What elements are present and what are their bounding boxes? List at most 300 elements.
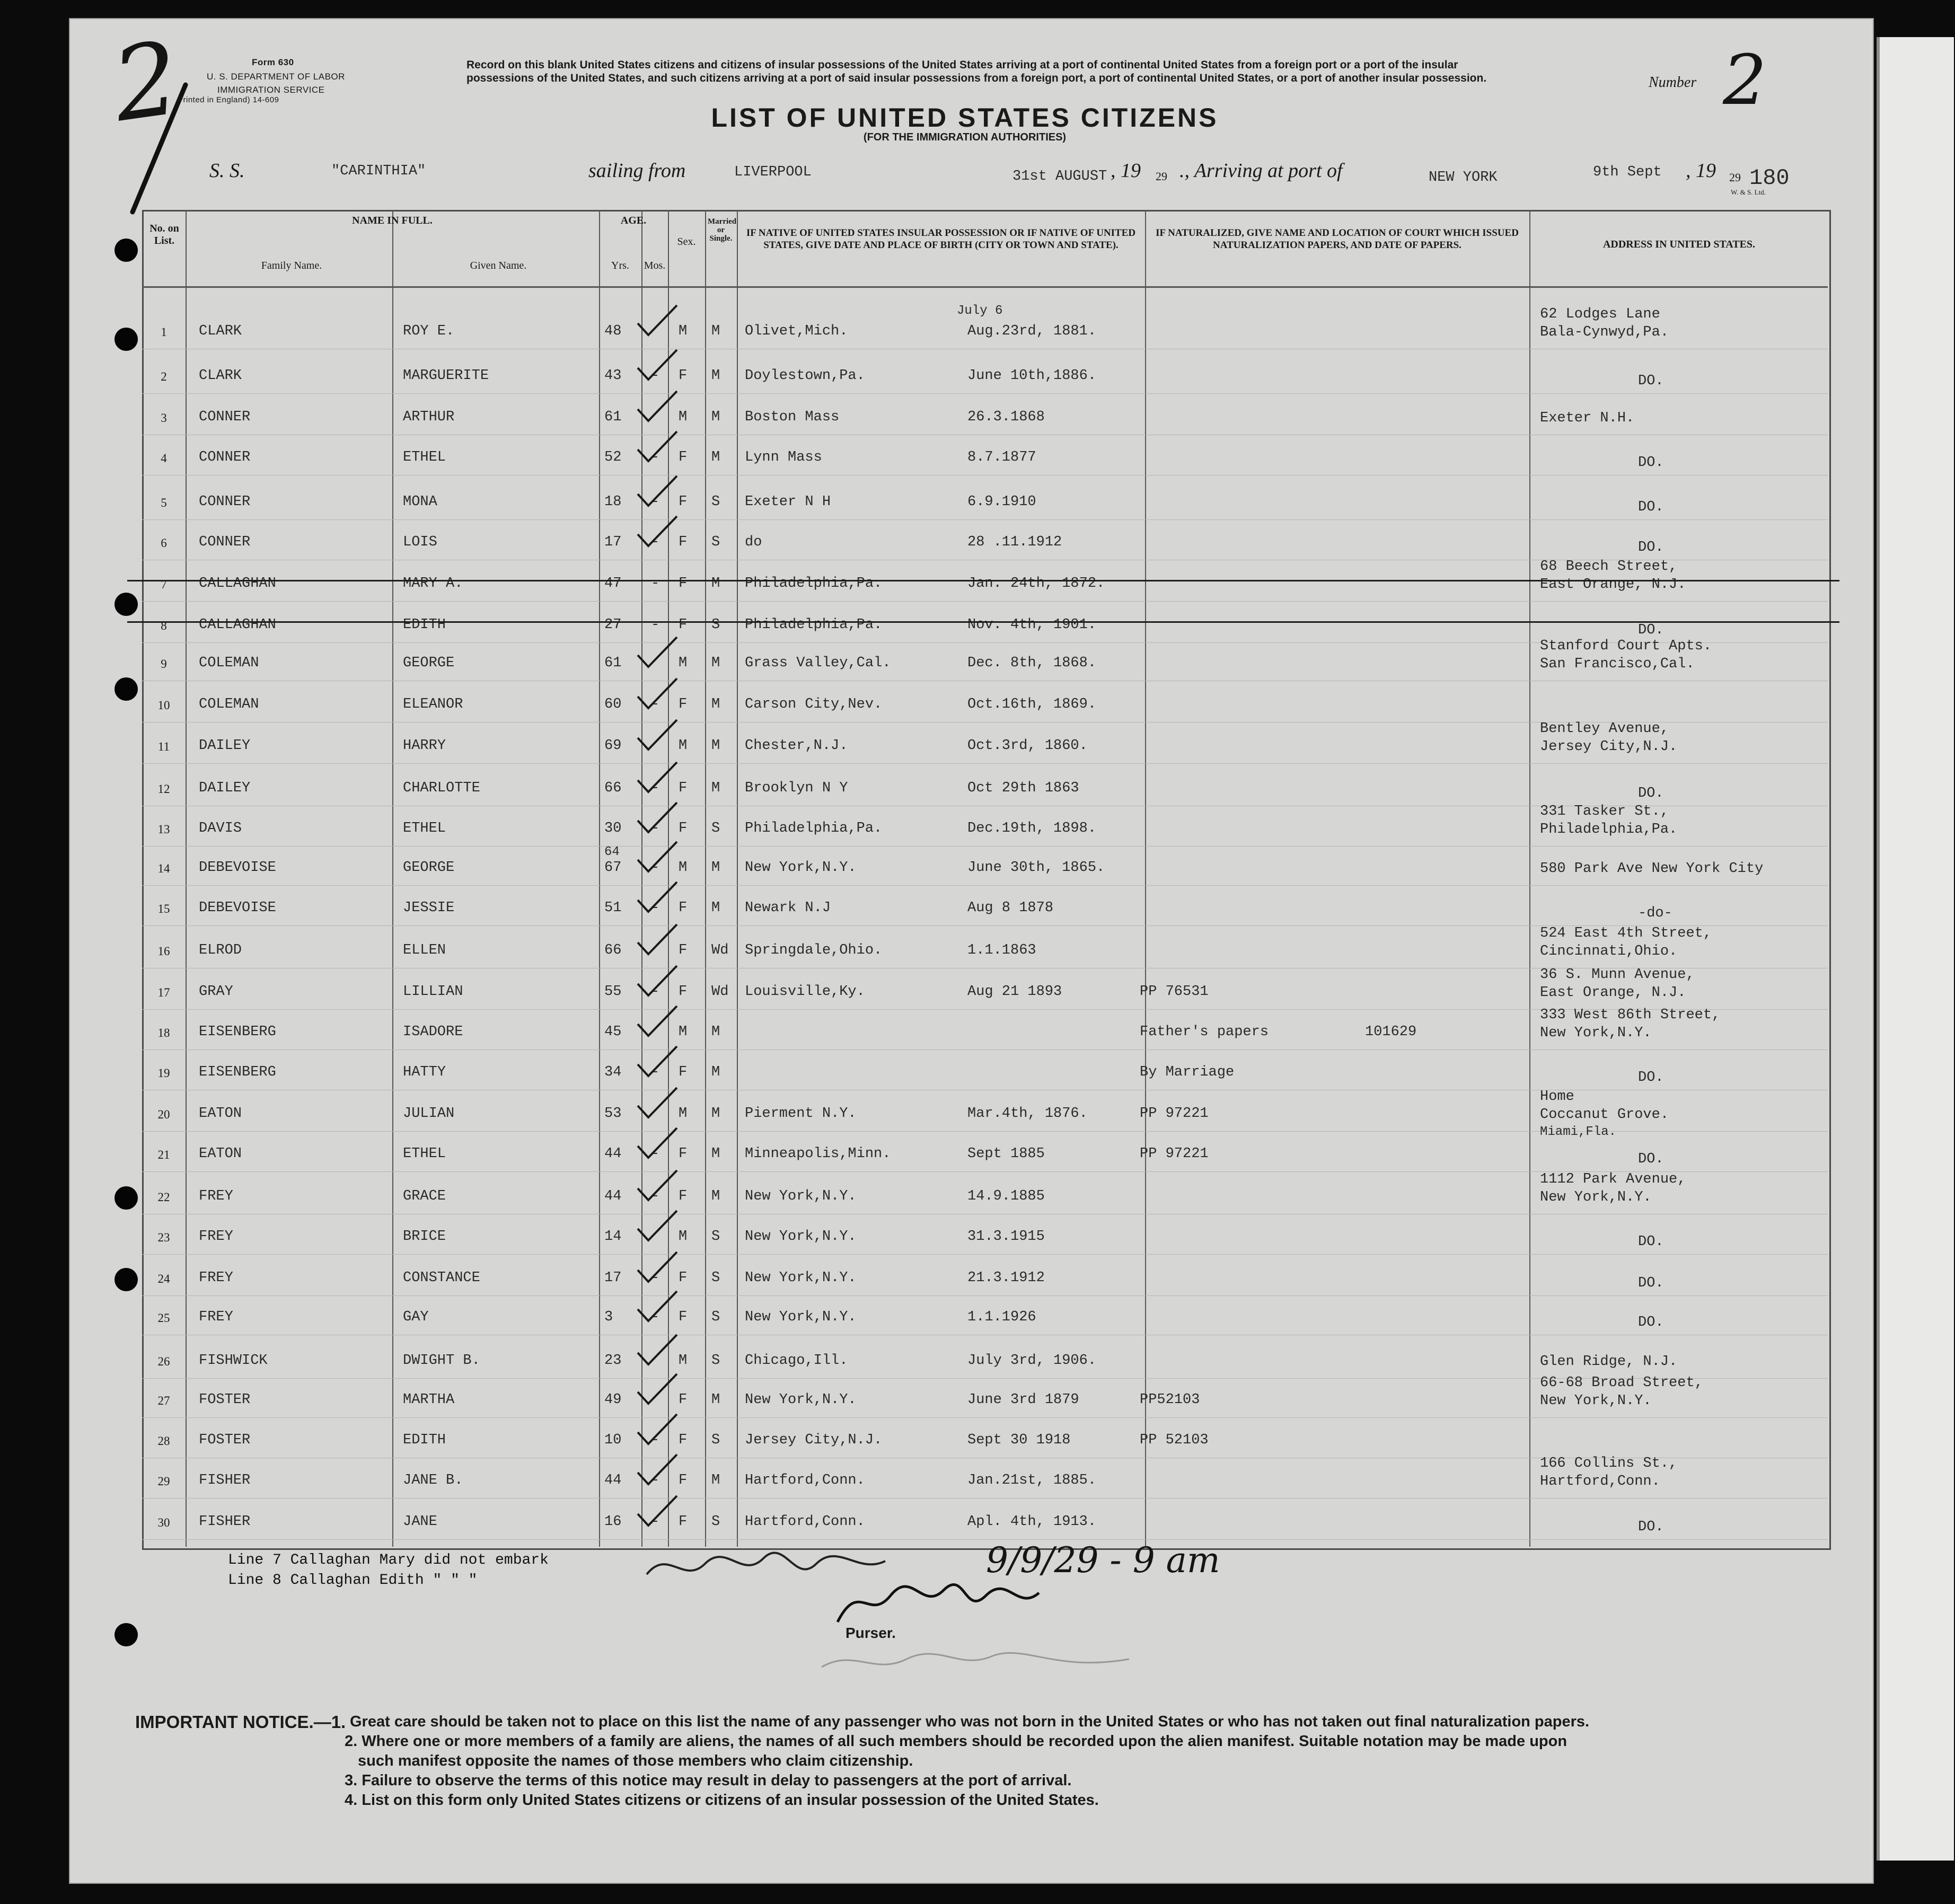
row-1-address-line1: 62 Lodges Lane	[1540, 306, 1660, 322]
row-28-nat: PP 52103	[1140, 1432, 1209, 1448]
row-13-mos: -	[651, 821, 660, 836]
binding-hole	[115, 677, 138, 701]
row-8-ms: S	[711, 617, 720, 633]
row-20-given: JULIAN	[403, 1106, 455, 1122]
sailing-date: 31st AUGUST	[1012, 169, 1107, 184]
row-1-note: July 6	[957, 304, 1003, 318]
row-19-no: 19	[157, 1066, 170, 1080]
row-24-place: New York,N.Y.	[745, 1270, 857, 1286]
notice-label: IMPORTANT NOTICE.—1.	[135, 1712, 346, 1732]
row-6-place: do	[745, 534, 762, 550]
row-25-given: GAY	[403, 1309, 429, 1325]
row-13-place: Philadelphia,Pa.	[745, 821, 883, 836]
row-17-age: 55	[604, 984, 622, 1000]
row-4-no: 4	[161, 452, 167, 465]
row-21-no: 21	[157, 1148, 170, 1161]
binding-hole	[115, 1186, 138, 1210]
row-13-ms: S	[711, 821, 720, 836]
sailing-label: sailing from	[588, 160, 686, 182]
sailing-from: LIVERPOOL	[734, 164, 812, 180]
row-28-age: 10	[604, 1432, 622, 1448]
row-1-no: 1	[161, 325, 167, 339]
row-3-place: Boston Mass	[745, 409, 840, 425]
row-10-mos: -	[651, 697, 660, 712]
row-17-given: LILLIAN	[403, 984, 463, 1000]
row-13-no: 13	[157, 823, 170, 836]
row-11-date: Oct.3rd, 1860.	[967, 738, 1088, 754]
row-3-age: 61	[604, 409, 622, 425]
row-27-ms: M	[711, 1392, 720, 1408]
arrival-year-suffix: 29	[1729, 171, 1741, 184]
row-25-place: New York,N.Y.	[745, 1309, 857, 1325]
row-30-sex: F	[679, 1514, 688, 1530]
row-10-family: COLEMAN	[199, 697, 259, 712]
check-mark	[633, 347, 681, 384]
row-25-family: FREY	[199, 1309, 233, 1325]
page-number: 180	[1749, 165, 1790, 191]
row-29-sex: F	[679, 1473, 688, 1488]
row-29-address-line1: 166 Collins St.,	[1540, 1456, 1678, 1471]
row-26-ms: S	[711, 1353, 720, 1369]
row-28-date: Sept 30 1918	[967, 1432, 1071, 1448]
corner-mark: 2	[106, 19, 186, 145]
row-1-age: 48	[604, 323, 622, 339]
row-18-age: 45	[604, 1024, 622, 1040]
arrival-port: NEW YORK	[1429, 170, 1498, 186]
year-prefix: , 19	[1111, 160, 1141, 182]
row-9-address-line2: San Francisco,Cal.	[1540, 656, 1695, 672]
row-13-sex: F	[679, 821, 688, 836]
row-7-given: MARY A.	[403, 576, 463, 592]
row-20-age: 53	[604, 1106, 622, 1122]
row-11-given: HARRY	[403, 738, 446, 754]
purser-signature	[827, 1574, 1050, 1633]
check-mark	[633, 921, 681, 958]
row-21-ms: M	[711, 1146, 720, 1162]
row-9-family: COLEMAN	[199, 655, 259, 671]
col-married: Married or Single.	[708, 217, 737, 243]
row-16-address-line2: Cincinnati,Ohio.	[1540, 944, 1678, 959]
row-4-age: 52	[604, 449, 622, 465]
row-25-address-line2: DO.	[1638, 1315, 1664, 1330]
row-13-address-line1: 331 Tasker St.,	[1540, 804, 1669, 819]
ss-label: S. S.	[209, 160, 245, 182]
row-13-given: ETHEL	[403, 821, 446, 836]
row-16-no: 16	[157, 945, 170, 958]
row-20-note: Miami,Fla.	[1540, 1125, 1617, 1139]
row-26-age: 23	[604, 1353, 622, 1369]
row-1-ms: M	[711, 323, 720, 339]
row-27-address-line2: New York,N.Y.	[1540, 1393, 1652, 1409]
row-15-ms: M	[711, 900, 720, 916]
row-9-date: Dec. 8th, 1868.	[967, 655, 1097, 671]
row-2-age: 43	[604, 368, 622, 384]
row-12-sex: F	[679, 780, 688, 796]
row-30-no: 30	[157, 1516, 170, 1529]
row-25-age: 3	[604, 1309, 613, 1325]
row-28-family: FOSTER	[199, 1432, 251, 1448]
arrival-year-prefix: , 19	[1686, 160, 1716, 182]
row-16-address-line1: 524 East 4th Street,	[1540, 925, 1712, 941]
row-10-sex: F	[679, 697, 688, 712]
row-19-family: EISENBERG	[199, 1064, 276, 1080]
row-11-age: 69	[604, 738, 622, 754]
row-10-place: Carson City,Nev.	[745, 697, 883, 712]
strike-row-7	[127, 580, 1839, 581]
printer-mark: W. & S. Ltd.	[1731, 188, 1766, 196]
check-mark	[633, 473, 681, 510]
row-2-ms: M	[711, 368, 720, 384]
row-4-date: 8.7.1877	[967, 449, 1036, 465]
row-3-family: CONNER	[199, 409, 251, 425]
row-23-date: 31.3.1915	[967, 1229, 1045, 1245]
row-7-age: 47	[604, 576, 622, 592]
row-8-sex: F	[679, 617, 688, 633]
row-21-family: EATON	[199, 1146, 242, 1162]
row-12-mos: -	[651, 780, 660, 796]
row-27-sex: F	[679, 1392, 688, 1408]
check-mark	[633, 1043, 681, 1080]
row-6-date: 28 .11.1912	[967, 534, 1062, 550]
row-19-ms: M	[711, 1064, 720, 1080]
row-26-address-line2: Glen Ridge, N.J.	[1540, 1354, 1678, 1370]
row-19-mos: -	[651, 1064, 660, 1080]
notice-item-2: 2. Where one or more members of a family are aliens, the names of all such members should be recorded upon the alien manifest. Suitable notation may be made upon	[345, 1733, 1567, 1750]
row-8-place: Philadelphia,Pa.	[745, 617, 883, 633]
row-2-given: MARGUERITE	[403, 368, 489, 384]
row-23-address-line2: DO.	[1638, 1234, 1664, 1250]
row-15-no: 15	[157, 902, 170, 915]
row-11-address-line2: Jersey City,N.J.	[1540, 739, 1678, 755]
row-14-family: DEBEVOISE	[199, 860, 276, 876]
row-24-age: 17	[604, 1270, 622, 1286]
row-5-ms: S	[711, 494, 720, 510]
row-6-given: LOIS	[403, 534, 437, 550]
arrival-date: 9th Sept	[1593, 164, 1662, 180]
year-suffix: 29	[1156, 170, 1167, 183]
row-24-date: 21.3.1912	[967, 1270, 1045, 1286]
check-mark	[633, 759, 681, 796]
row-11-ms: M	[711, 738, 720, 754]
row-20-ms: M	[711, 1106, 720, 1122]
row-20-sex: M	[679, 1106, 688, 1122]
row-16-ms: Wd	[711, 942, 729, 958]
row-6-no: 6	[161, 536, 167, 550]
check-mark	[633, 513, 681, 550]
note-line8: Line 8 Callaghan Edith " " "	[228, 1572, 478, 1589]
arriving-label: ., Arriving at port of	[1179, 160, 1343, 182]
row-5-address-line2: DO.	[1638, 499, 1664, 515]
row-12-no: 12	[157, 782, 170, 796]
row-4-sex: F	[679, 449, 688, 465]
row-9-no: 9	[161, 657, 167, 671]
row-16-sex: F	[679, 942, 688, 958]
row-14-note: 64	[604, 845, 620, 859]
col-mos: Mos.	[644, 260, 666, 271]
row-15-address-line2: -do-	[1638, 905, 1672, 921]
row-18-address-line2: New York,N.Y.	[1540, 1025, 1652, 1041]
row-17-no: 17	[157, 986, 170, 999]
col-family: Family Name.	[261, 260, 322, 271]
row-15-place: Newark N.J	[745, 900, 831, 916]
row-22-mos: -	[651, 1188, 660, 1204]
check-mark	[633, 1085, 681, 1122]
row-15-mos: -	[651, 900, 660, 916]
row-25-mos: -	[651, 1309, 660, 1325]
faint-signature	[811, 1638, 1140, 1680]
row-29-no: 29	[157, 1475, 170, 1488]
row-5-date: 6.9.1910	[967, 494, 1036, 510]
row-21-nat: PP 97221	[1140, 1146, 1209, 1162]
row-5-sex: F	[679, 494, 688, 510]
row-4-family: CONNER	[199, 449, 251, 465]
row-8-age: 27	[604, 617, 622, 633]
row-1-family: CLARK	[199, 323, 242, 339]
form-printed: Printed in England) 14-609	[178, 95, 279, 104]
check-mark	[633, 1451, 681, 1488]
row-28-sex: F	[679, 1432, 688, 1448]
row-30-family: FISHER	[199, 1514, 251, 1530]
row-19-address-line2: DO.	[1638, 1070, 1664, 1086]
row-15-given: JESSIE	[403, 900, 455, 916]
row-11-place: Chester,N.J.	[745, 738, 848, 754]
check-mark	[633, 388, 681, 425]
row-30-date: Apl. 4th, 1913.	[967, 1514, 1097, 1530]
row-5-family: CONNER	[199, 494, 251, 510]
row-10-age: 60	[604, 697, 622, 712]
row-28-given: EDITH	[403, 1432, 446, 1448]
row-14-age: 67	[604, 860, 622, 876]
row-2-address-line2: DO.	[1638, 373, 1664, 389]
ship-name: "CARINTHIA"	[331, 163, 426, 179]
row-3-no: 3	[161, 411, 167, 425]
check-mark	[633, 1167, 681, 1204]
row-29-date: Jan.21st, 1885.	[967, 1473, 1097, 1488]
row-12-family: DAILEY	[199, 780, 251, 796]
row-25-no: 25	[157, 1311, 170, 1325]
row-7-no: 7	[161, 578, 167, 591]
row-21-place: Minneapolis,Minn.	[745, 1146, 891, 1162]
row-14-no: 14	[157, 862, 170, 875]
row-4-address-line2: DO.	[1638, 455, 1664, 471]
row-9-ms: M	[711, 655, 720, 671]
number-label: Number	[1649, 74, 1697, 91]
row-10-no: 10	[157, 699, 170, 712]
form-dept: U. S. DEPARTMENT OF LABOR	[207, 72, 345, 82]
row-5-given: MONA	[403, 494, 437, 510]
row-15-age: 51	[604, 900, 622, 916]
row-4-given: ETHEL	[403, 449, 446, 465]
row-24-address-line2: DO.	[1638, 1275, 1664, 1291]
check-mark	[633, 1288, 681, 1325]
col-naturalized: IF NATURALIZED, GIVE NAME AND LOCATION OF COURT WHICH ISSUED NATURALIZATION PAPERS, AND DATE OF PAPERS.	[1156, 227, 1519, 251]
row-23-given: BRICE	[403, 1229, 446, 1245]
row-20-no: 20	[157, 1108, 170, 1121]
row-28-place: Jersey City,N.J.	[745, 1432, 883, 1448]
row-17-date: Aug 21 1893	[967, 984, 1062, 1000]
row-4-place: Lynn Mass	[745, 449, 822, 465]
row-13-address-line2: Philadelphia,Pa.	[1540, 822, 1678, 838]
row-1-date: Aug.23rd, 1881.	[967, 323, 1097, 339]
row-11-address-line1: Bentley Avenue,	[1540, 721, 1669, 737]
row-20-family: EATON	[199, 1106, 242, 1122]
col-no: No. on List.	[149, 223, 179, 246]
row-18-family: EISENBERG	[199, 1024, 276, 1040]
row-28-mos: -	[651, 1432, 660, 1448]
check-mark	[633, 1207, 681, 1245]
check-mark	[633, 302, 681, 339]
row-7-ms: M	[711, 576, 720, 592]
row-16-place: Springdale,Ohio.	[745, 942, 883, 958]
row-8-family: CALLAGHAN	[199, 617, 276, 633]
row-13-family: DAVIS	[199, 821, 242, 836]
check-mark	[633, 963, 681, 1000]
row-6-family: CONNER	[199, 534, 251, 550]
row-24-ms: S	[711, 1270, 720, 1286]
row-18-nat2: 101629	[1365, 1024, 1417, 1040]
row-27-date: June 3rd 1879	[967, 1392, 1079, 1408]
row-6-age: 17	[604, 534, 622, 550]
row-1-sex: M	[679, 323, 688, 339]
row-6-sex: F	[679, 534, 688, 550]
check-mark	[633, 1332, 681, 1369]
row-29-family: FISHER	[199, 1473, 251, 1488]
form-service: IMMIGRATION SERVICE	[217, 85, 325, 95]
row-9-given: GEORGE	[403, 655, 455, 671]
row-26-date: July 3rd, 1906.	[967, 1353, 1097, 1369]
row-19-nat: By Marriage	[1140, 1064, 1235, 1080]
row-1-place: Olivet,Mich.	[745, 323, 848, 339]
row-30-age: 16	[604, 1514, 622, 1530]
check-mark	[633, 675, 681, 712]
row-22-age: 44	[604, 1188, 622, 1204]
row-7-address-line2: East Orange, N.J.	[1540, 577, 1686, 593]
row-14-ms: M	[711, 860, 720, 876]
row-17-ms: Wd	[711, 984, 729, 1000]
row-29-given: JANE B.	[403, 1473, 463, 1488]
row-25-date: 1.1.1926	[967, 1309, 1036, 1325]
row-20-date: Mar.4th, 1876.	[967, 1106, 1088, 1122]
row-8-mos: -	[651, 617, 660, 633]
row-18-address-line1: 333 West 86th Street,	[1540, 1007, 1721, 1023]
col-yrs: Yrs.	[611, 260, 629, 271]
page-title: LIST OF UNITED STATES CITIZENS	[711, 103, 1219, 133]
row-23-ms: S	[711, 1229, 720, 1245]
row-18-given: ISADORE	[403, 1024, 463, 1040]
row-2-mos: -	[651, 368, 660, 384]
row-24-no: 24	[157, 1272, 170, 1285]
row-23-no: 23	[157, 1231, 170, 1244]
row-22-address-line1: 1112 Park Avenue,	[1540, 1171, 1686, 1187]
row-1-given: ROY E.	[403, 323, 455, 339]
binding-hole	[115, 1623, 138, 1646]
row-19-given: HATTY	[403, 1064, 446, 1080]
row-15-sex: F	[679, 900, 688, 916]
row-14-given: GEORGE	[403, 860, 455, 876]
col-birth: IF NATIVE OF UNITED STATES INSULAR POSSESSION OR IF NATIVE OF UNITED STATES, GIVE DATE AND PLACE OF BIRTH (CITY OR TOWN AND STATE).	[746, 227, 1136, 251]
check-mark	[633, 1249, 681, 1286]
row-9-address-line1: Stanford Court Apts.	[1540, 638, 1712, 654]
row-22-no: 22	[157, 1191, 170, 1204]
check-mark	[633, 634, 681, 671]
row-23-place: New York,N.Y.	[745, 1229, 857, 1245]
row-29-place: Hartford,Conn.	[745, 1473, 865, 1488]
row-19-age: 34	[604, 1064, 622, 1080]
row-3-ms: M	[711, 409, 720, 425]
row-18-no: 18	[157, 1026, 170, 1039]
row-17-sex: F	[679, 984, 688, 1000]
form-number: Form 630	[252, 57, 294, 67]
handwritten-date: 9/9/29 - 9 am	[986, 1540, 1220, 1581]
row-7-family: CALLAGHAN	[199, 576, 276, 592]
row-5-place: Exeter N H	[745, 494, 831, 510]
row-2-family: CLARK	[199, 368, 242, 384]
row-29-mos: -	[651, 1473, 660, 1488]
row-3-sex: M	[679, 409, 688, 425]
row-16-family: ELROD	[199, 942, 242, 958]
row-14-mos: -	[651, 860, 660, 876]
row-11-no: 11	[157, 740, 170, 753]
row-22-address-line2: New York,N.Y.	[1540, 1189, 1652, 1205]
row-12-age: 66	[604, 780, 622, 796]
row-22-date: 14.9.1885	[967, 1188, 1045, 1204]
row-16-age: 66	[604, 942, 622, 958]
row-30-mos: -	[651, 1514, 660, 1530]
row-26-sex: M	[679, 1353, 688, 1369]
row-21-given: ETHEL	[403, 1146, 446, 1162]
col-address: ADDRESS IN UNITED STATES.	[1602, 239, 1756, 250]
binding-hole	[115, 239, 138, 262]
row-21-sex: F	[679, 1146, 688, 1162]
row-14-sex: M	[679, 860, 688, 876]
page-subtitle: (FOR THE IMMIGRATION AUTHORITIES)	[863, 131, 1067, 143]
row-28-ms: S	[711, 1432, 720, 1448]
row-6-ms: S	[711, 534, 720, 550]
row-5-no: 5	[161, 496, 167, 509]
row-22-sex: F	[679, 1188, 688, 1204]
row-27-family: FOSTER	[199, 1392, 251, 1408]
row-17-mos: -	[651, 984, 660, 1000]
row-6-address-line2: DO.	[1638, 540, 1664, 556]
row-24-given: CONSTANCE	[403, 1270, 480, 1286]
row-2-no: 2	[161, 370, 167, 383]
row-11-sex: M	[679, 738, 688, 754]
row-27-nat: PP52103	[1140, 1392, 1200, 1408]
strike-row-8	[127, 621, 1839, 623]
row-18-nat: Father's papers	[1140, 1024, 1269, 1040]
check-mark	[633, 839, 681, 876]
row-17-place: Louisville,Ky.	[745, 984, 865, 1000]
row-29-ms: M	[711, 1473, 720, 1488]
col-name: NAME IN FULL.	[352, 215, 433, 226]
row-3-date: 26.3.1868	[967, 409, 1045, 425]
row-14-address-line2: 580 Park Ave New York City	[1540, 861, 1764, 877]
row-30-ms: S	[711, 1514, 720, 1530]
row-23-age: 14	[604, 1229, 622, 1245]
row-2-sex: F	[679, 368, 688, 384]
row-27-given: MARTHA	[403, 1392, 455, 1408]
row-26-place: Chicago,Ill.	[745, 1353, 848, 1369]
row-23-sex: M	[679, 1229, 688, 1245]
row-6-mos: -	[651, 534, 660, 550]
row-15-date: Aug 8 1878	[967, 900, 1054, 916]
row-20-address-line1: Home	[1540, 1089, 1574, 1105]
check-mark	[633, 1493, 681, 1530]
col-given: Given Name.	[470, 260, 527, 271]
row-1-address-line2: Bala-Cynwyd,Pa.	[1540, 324, 1669, 340]
row-25-ms: S	[711, 1309, 720, 1325]
row-2-place: Doylestown,Pa.	[745, 368, 865, 384]
